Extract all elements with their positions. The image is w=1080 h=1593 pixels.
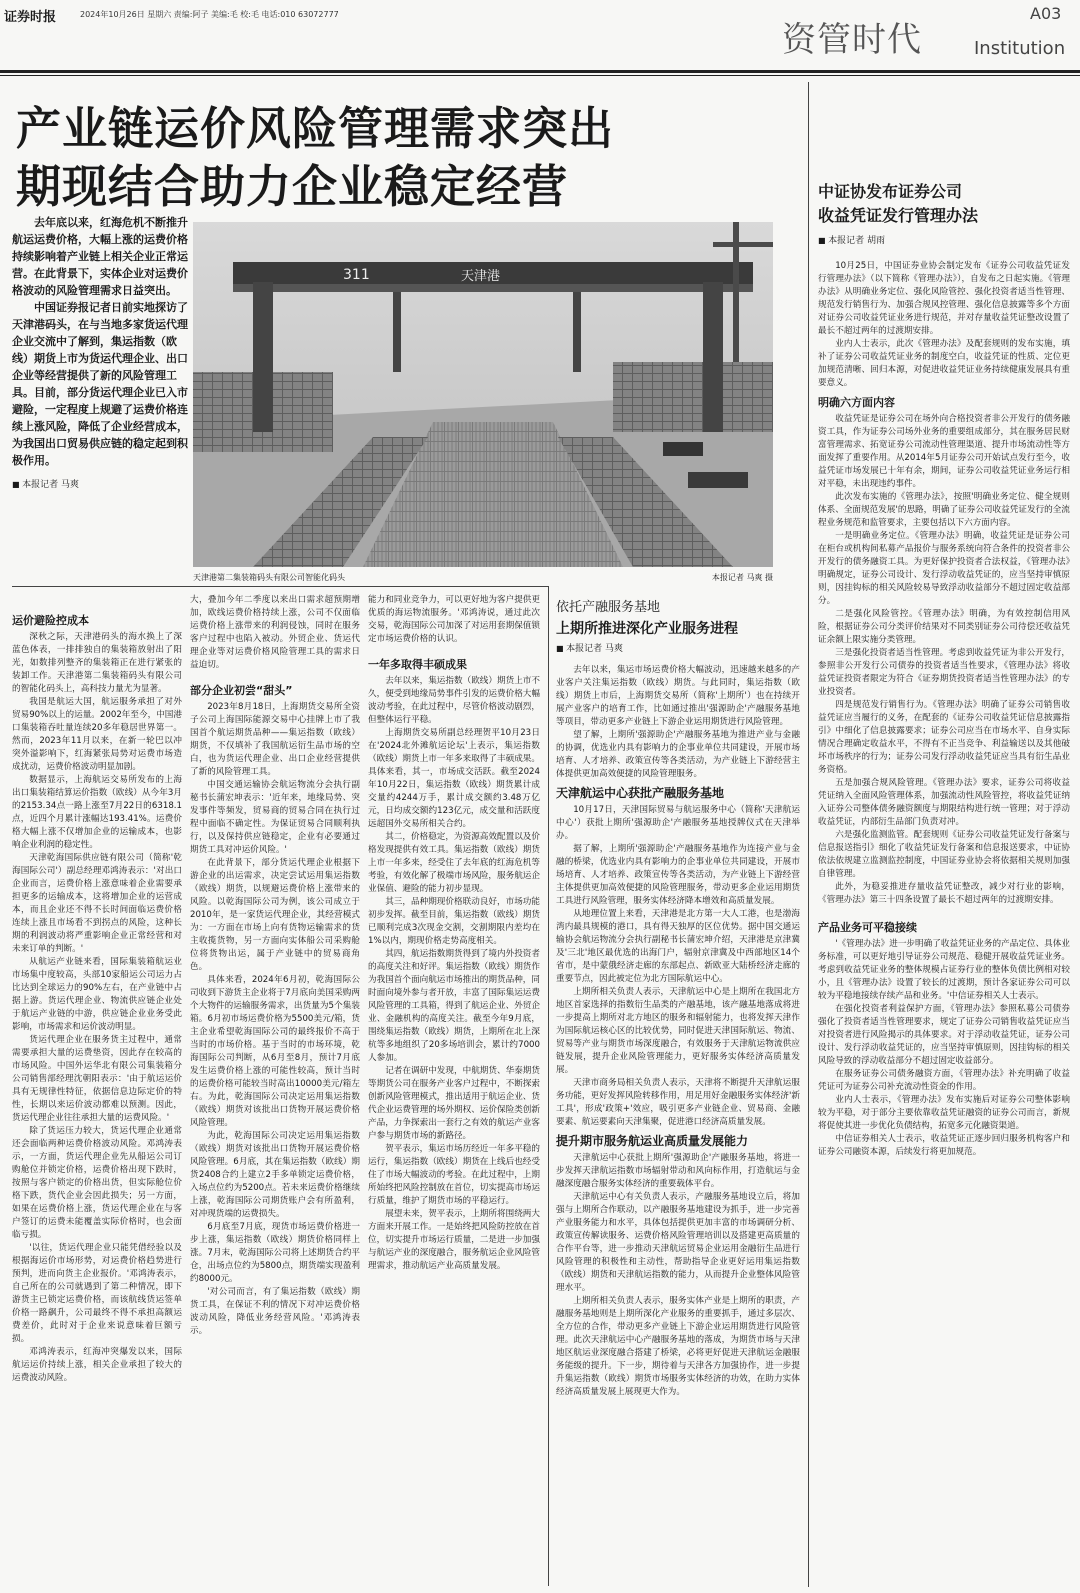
subhead-tianjin-base: 天津航运中心获批产融服务基地 [556,786,725,800]
body-paragraph: 业内人士表示，《管理办法》发布实施后对证券公司整体影响较为平稳，对于部分主要依靠收益凭证融资的证券公司而言，新规将促使其进一步优化负债结构，拓宽多元化融资渠道。 [818,1095,1070,1131]
body-paragraph: 数据显示，上海航运交易所发布的上海出口集装箱结算运价指数（欧线）从今年3月的2153.34点一路上涨至7月22日的6318.1点，近四个月累计涨幅达193.41%。运费价格大幅上涨不仅增加企业的运输成本，也影响企业利润的稳定性。 [12,775,182,850]
article-title-csa-line2: 收益凭证发行管理办法 [818,206,979,225]
body-paragraph: 据了解，上期所'强源助企'产融服务基地作为连接产业与金融的桥梁，优选业内具有影响力的企事业单位共同建设，开展市场培育、人才培养、政策宣传等各类活动，为产业链上下游经营主体提供更加高效便捷的风险管理服务，带动更多企业运用期货工具进行风险管理，服务实体经济降本增效和高质量发展。 [556,844,800,906]
article-income-certificate [818,180,1070,1588]
body-paragraph: 中信证券相关人士表示，收益凭证正逐步回归服务机构客户和证券公司融资本源，后续发行将更加规范。 [818,1134,1070,1157]
body-paragraph: 其三，品种期现价格联动良好，市场功能初步发挥。截至目前，集运指数（欧线）期货已顺利完成3次现金交割，交割期限内差均在1%以内，期现价格走势高度相关。 [368,897,540,946]
body-paragraph: 我国是航运大国，航运服务承担了对外贸易90%以上的运量。2002年至今，中国港口集装箱吞吐量连续20多年稳居世界第一。然而，2023年11月以来，在新一轮巴以冲突外溢影响下，红海紧张局势对运费市场造成扰动，运费价格波动明显加剧。 [12,697,182,772]
lead-summary [12,214,188,490]
body-paragraph: 能力和同业竞争力，可以更好地为客户提供更优质的海运物流服务。'邓鸿涛说，通过此次交易，乾海国际公司加深了对运用套期保值锁定市场运费价格的认识。 [368,595,540,644]
port-photo [193,222,773,567]
subhead-early-gains: 部分企业初尝“甜头” [190,684,293,697]
body-paragraph: '对公司而言，有了集运指数（欧线）期货工具，在保证不利的情况下对冲运费价格波动风险，降低业务经营风险。'邓鸿涛表示。 [190,1287,360,1336]
subhead-service-capability: 提升期市服务航运业高质量发展能力 [556,1134,749,1148]
header-rule-thin [0,75,1080,76]
body-paragraph: 6月底至7月底，现货市场运费价格进一步上涨，集运指数（欧线）期货价格同样上涨。7月末，乾海国际公司将上述期货合约平仓，出场点位约为5800点，期货端实现盈利约8000元。 [190,1222,360,1284]
page-number: A03 [1030,4,1062,23]
body-paragraph: 上海期货交易所副总经理贺平10月23日在'2024北外滩航运论坛'上表示，集运指数（欧线）期货上市一年多来取得了丰硕成果。具体来看，其一，市场成交活跃。截至2024年10月22日，集运指数（欧线）期货累计成交量约4244万手，累计成交额约3.48万亿元，日均成交额约123亿元，成交量和活跃度远超国外交易所相关合约。 [368,728,540,829]
body-paragraph: 记者在调研中发现，中航期货、华泰期货等期货公司在服务产业客户过程中，不断探索创新风险管理模式，推出适用于航运企业、货代企业运费管理的场外期权、运价保险类创新产品，力争探索出一套行之有效的航运产业客户参与期货市场的新路径。 [368,1066,540,1141]
body-paragraph: 从航运产业链来看，国际集装箱航运业市场集中度较高，头部10家船运公司运力占比达到全球运力的90%左右，在产业链中占据上游。货运代理企业、物流供应链企业处于航运产业链的中游，供应链企业业务受此影响，市场需求和运价波动明显。 [12,957,182,1032]
column-divider [808,82,809,1587]
body-paragraph: 在强化投资者利益保护方面，《管理办法》参照私募公司债券强化了投资者适当性管理要求，规定了证券公司销售收益凭证应当对投资者进行风险揭示的具体要求。对于浮动收益凭证，证券公司设计、发行浮动收益凭证的，应当坚持审慎原则，因挂钩标的相关风险导致的浮动收益部分不超过固定收益部分。 [818,1004,1070,1066]
article-title-shfe-line2: 上期所推进深化产业服务进程 [556,621,738,637]
body-paragraph: 货运代理企业在服务货主过程中，通常需要承担大量的运费垫资，因此存在较高的市场风险。中国外运华北有限公司集装箱分公司销售部经理沈朝阳表示：'由于航运运价具有无规律性特征，依据信息边际定价的特性，长期以来运价波动都难以预测。因此，货运代理企业往往承担大量的运费风险。' [12,1035,182,1123]
body-paragraph: '以往，货运代理企业只能凭借经验以及根据海运价市场形势，对运费价格趋势进行预判，进而向货主企业报价。'邓鸿涛表示，自己所在的公司就遇到了第二种情况，即下游货主已锁定运费价格，而该航线货运签单价格一路飙升，公司最终不得不承担高额运费差价，此时对于企业来说意味着巨额亏损。 [12,1243,182,1344]
body-paragraph: 展望未来，贺平表示，上期所将围绕两大方面来开展工作。一是始终把风险防控放在首位，切实提升市场运行质量，二是进一步加强与航运产业的深度融合，服务航运企业风险管理需求，推动航运产业高质量发展。 [368,1209,540,1271]
section-subtitle: Institution [974,38,1066,59]
photo-credit: 本报记者 马爽 摄 [711,573,773,582]
body-paragraph: 大，叠加今年二季度以来出口需求超预期增加，欧线运费价格持续上涨，公司不仅面临运费价格上涨带来的利润侵蚀，同时在服务客户过程中也陷入被动。外贸企业、货运代理企业等对运费价格风险管理工具的需求日益迫切。 [190,595,360,670]
article-shfe [556,598,800,1588]
body-paragraph: 其二，价格稳定，为资源高效配置以及价格发现提供有效工具。集运指数（欧线）期货上市一年多来，经受住了去年底的红海危机等考验，有效化解了极端市场风险，服务航运企业保值、避险的能力初步显现。 [368,832,540,894]
body-paragraph: 中国交通运输协会航运物流分会执行副秘书长蒲宏坤表示：'近年来，地缘局势、突发事件等频发，贸易商的贸易合同在执行过程中面临不确定性。为保证贸易合同顺利执行，以及保持供应链稳定，企业有必要通过期货工具对冲运价风险。' [190,780,360,855]
body-paragraph: 去年以来，集运指数（欧线）期货上市不久，便受到地缘局势事件引发的运费价格大幅波动考验，在此过程中，尽管价格波动剧烈，但整体运行平稳。 [368,676,540,725]
body-paragraph: 二是强化风险管控。《管理办法》明确，为有效控制信用风险，根据证券公司分类评价结果对不同类别证券公司待偿还收益凭证余额上限实施分类管理。 [818,609,1070,645]
body-paragraph: 天津乾海国际供应链有限公司（简称'乾海国际公司'）副总经理邓鸿涛表示：'对出口企业而言，运费价格上涨意味着企业需要承担更多的运输成本，这将增加企业的运营成本，而且企业还不得不长时间面临运费价格连续上涨且市场看不到拐点的风险，这种长期的利润波动将严重影响企业正常经营和对未来订单的判断。' [12,853,182,954]
article-title-csa-line1: 中证协发布证券公司 [818,182,963,201]
body-paragraph: 去年以来，集运市场运费价格大幅波动，迅速越来越多的产业客户关注集运指数（欧线）期货。与此同时，集运指数（欧线）期货上市后，上海期货交易所（简称'上期所'）也在持续开展产业客户的培育工作，比如通过推出'强源助企'产融服务基地等项目，带动更多产业链上下游企业运用期货进行风险管理。 [556,665,800,727]
body-paragraph: '《管理办法》进一步明确了收益凭证业务的产品定位、具体业务标准，可以更好地引导证券公司规范、稳健开展收益凭证业务。考虑到收益凭证业务的整体规模占证券行业的整体负债比例相对较小，且《管理办法》设置了较长的过渡期，预计各家证券公司可以较为平稳地接续存续产品和业务。'中信证券相关人士表示。 [818,939,1070,1001]
subhead-results: 一年多取得丰硕成果 [368,658,467,671]
body-paragraph: 六是强化监测监管。配套规则《证券公司收益凭证发行备案与信息报送指引》细化了收益凭证发行备案和信息报送要求，中证协依法依规建立监测监控制度，中国证券业协会将依据相关规则加强自律管理。 [818,830,1070,879]
photo-caption-text: 天津港第二集装箱码头有限公司智能化码头 [193,573,345,582]
lead-byline: ■ 本报记者 马爽 [12,477,188,490]
body-paragraph: 在服务证券公司债务融资方面，《管理办法》补充明确了收益凭证可为证券公司补充流动性资金的作用。 [818,1069,1070,1092]
main-headline [16,100,776,216]
body-paragraph: 天津航运中心有关负责人表示，产融服务基地设立后，将加强与上期所合作联动，以产融服务基地建设为抓手，进一步完善产业服务能力和水平，具体包括提供更加丰富的市场调研分析、政策宣传解读服务、运费价格风险管理培训以及搭建更高质量的合作平台等，进一步推动天津航运贸易企业运用金融衍生品进行风险管理的积极性和主动性，帮助指导企业更好运用集运指数（欧线）期货和天津航运指数的能力，从而提升企业整体风险管理水平。 [556,1192,800,1293]
crane-label: 天津港 [461,269,501,284]
body-paragraph: 10月17日，天津国际贸易与航运服务中心（简称'天津航运中心'）获批上期所'强源助企'产融服务基地授牌仪式在天津举办。 [556,805,800,841]
body-paragraph: 具体来看，2024年6月初，乾海国际公司收到下游货主企业将于7月底向美国采购两个大物件的运输服务需求，出货量为5个集装箱。6月初市场运费价格为5500美元/箱，货主企业希望乾海国际公司的最终报价不高于当时的市场价格。基于当时的市场环境，乾海国际公司判断，从6月至8月，预计7月底发生运费价格上涨的可能性较高，预计当时的运费价格可能较当时高出10000美元/箱左右。为此，乾海国际公司决定运用集运指数（欧线）期货对该批出口货物开展运费价格风险管理。 [190,975,360,1128]
article-column-1 [12,608,182,1588]
subhead-smooth-continuation: 产品业务可平稳接续 [818,921,917,934]
lead-paragraph: 中国证券报记者日前实地探访了天津港码头，在与当地多家货运代理企业交流中了解到，集运指数（欧线）期货上市为货运代理企业、出口企业等经营提供了新的风险管理工具。目前，部分货运代理企业已入市避险，一定程度上规避了运费价格连续上涨风险，降低了企业经营成本，为我国出口贸易供应链的稳定起到积极作用。 [12,301,188,467]
body-paragraph: 此次发布实施的《管理办法》，按照'明确业务定位、健全规则体系、全面规范发展'的思路，明确了证券公司收益凭证发行的全流程业务规范和监管要求，主要包括以下六方面内容。 [818,492,1070,528]
subhead-cost-control: 运价避险控成本 [12,614,89,627]
body-paragraph: 望了解，上期所'强源助企'产融服务基地为推进产业与金融的协调，优选业内具有影响力的企事业单位共同建设，开展市场培育、人才培养、政策宣传等各类活动，为产业链上下游经营主体提供更加高效便捷的风险管理服务。 [556,730,800,779]
article-column-2 [190,594,360,1588]
headline-line-1: 产业链运价风险管理需求突出 [16,102,615,155]
body-paragraph: 2023年8月18日，上海期货交易所全资子公司上海国际能源交易中心挂牌上市了我国首个航运期货品种——集运指数（欧线）期货，不仅填补了我国航运衍生品市场的空白，也为货运代理企业、出口企业经营提供了新的风险管理工具。 [190,702,360,777]
body-paragraph: 在此背景下，部分货运代理企业根据下游企业的出运需求，决定尝试运用集运指数（欧线）期货，以规避运费价格上涨带来的风险。以乾海国际公司为例，该公司成立于2010年，是一家货运代理企业，其经营模式为：一方面在市场上向有货物运输需求的货主收揽货物，另一方面向实体船公司采购舱位将货物出运，属于产业链中的贸易商角色。 [190,858,360,972]
column-divider [548,586,549,1586]
body-paragraph: 四是规范发行销售行为。《管理办法》明确了证券公司销售收益凭证应当履行的义务，在配套的《证券公司收益凭证信息披露指引》中细化了信息披露要求；证券公司应当在市场水平、自身实际情况合理确定收益水平，不得有不正当竞争、利益输送以及其他破坏市场秩序的行为；证券公司发行浮动收益凭证应当具有衍生品业务资格。 [818,700,1070,775]
body-paragraph: 深秋之际，天津港码头的海水换上了深蓝色体表，一排排独自的集装箱放射出了阳光，如数排列整齐的集装箱正在进行紧张的装卸工作。天津港第二集装箱码头有限公司的智能化码头上，高科技力量尤为显著。 [12,632,182,694]
paper-name: 证券时报 [4,10,57,25]
section-title: 资管时代 [782,20,922,60]
subhead-six-aspects: 明确六方面内容 [818,396,895,409]
body-paragraph: 10月25日，中国证券业协会制定发布《证券公司收益凭证发行管理办法》（以下简称《管理办法》），自发布之日起实施。《管理办法》从明确业务定位、强化风险管控、强化投资者适当性管理、规范发行销售行为、加强合规风控管理、强化信息披露等多个方面对证券公司收益凭证业务进行规范，并对存量收益凭证整改设置了最长不超过两年的过渡期安排。 [818,261,1070,336]
body-paragraph: 天津市商务局相关负责人表示，天津将不断提升天津航运服务功能，更好发挥风险转移作用，用足用好金融服务实体经济'新工具'，形成'政策+'效应，吸引更多产业链企业、贸易商、金融要素、航运要素向天津集聚，促进港口经济高质量发展。 [556,1078,800,1127]
masthead [0,0,1080,70]
body-paragraph: 其四，航运指数期货得到了境内外投资者的高度关注和好评。集运指数（欧线）期货作为我国首个面向航运市场推出的期货品种，同时面向境外参与者开放，丰富了国际集运运费风险管理的工具箱，得到了航运企业、外贸企业、金融机构的高度关注。截至今年9月底，围绕集运指数（欧线）期货，上期所在北上深杭等多地组织了20多场培训会，累计约7000人参加。 [368,949,540,1063]
body-paragraph: 一是明确业务定位。《管理办法》明确，收益凭证是证券公司在柜台或机构间私募产品报价与服务系统向符合条件的投资者非公开发行的债务融资工具。为更好保护投资者合法权益，《管理办法》明确规定，证券公司设计、发行浮动收益凭证的，应当坚持审慎原则，因挂钩标的相关风险较易导致浮动收益部分不超过固定收益部分。 [818,531,1070,606]
headline-line-2: 期现结合助力企业稳定经营 [16,160,569,213]
body-paragraph: 三是强化投资者适当性管理。考虑到收益凭证为非公开发行，参照非公开发行公司债券的投资者适当性要求，《管理办法》将收益凭证投资者限定为符合《证券期货投资者适当性管理办法》的专业投资者。 [818,648,1070,697]
svg-text:311: 311 [343,267,370,283]
body-paragraph: 天津航运中心获批上期所'强源助企'产融服务基地，将进一步发挥天津航运指数市场辐射带动和风向标作用，打造航运与金融深度融合服务实体经济的重要载体平台。 [556,1153,800,1189]
issue-meta: 2024年10月26日 星期六 责编:阿子 美编:毛 校:毛 电话:010 63072777 [80,10,339,19]
body-paragraph: 此外，为稳妥推进存量收益凭证整改，减少对行业的影响，《管理办法》第三十四条设置了最长不超过两年的过渡期安排。 [818,882,1070,905]
article-column-3 [368,594,540,1588]
lead-paragraph: 去年底以来，红海危机不断推升航运运费价格，大幅上涨的运费价格持续影响着产业链上相关企业正常运营。在此背景下，实体企业对运费价格波动的风险管理需求日益突出。 [12,216,188,297]
body-paragraph: 收益凭证是证券公司在场外向合格投资者非公开发行的债务融资工具，作为证券公司场外业务的重要组成部分，其在服务居民财富管理需求、拓宽证券公司流动性管理渠道、提升市场流动性等方面发挥了重要作用。从2014年5月证券公司开始试点发行至今，收益凭证市场发展已十年有余，期间，证券公司收益凭证业务运行相对平稳，未出现违约事件。 [818,414,1070,489]
section-divider [12,586,548,587]
body-paragraph: 除了货运压力较大，货运代理企业通常还会面临两种运费价格波动风险。邓鸿涛表示，一方面，货运代理企业先从船运公司订购舱位并锁定价格，运费价格出现下跌时，按照与客户锁定的价格出货，但实际舱位价格下跌，货代企业会因此损失；另一方面，如果在运费价格上涨，货运代理企业在与客户签订的运费未能覆盖实际价格时，也会面临亏损。 [12,1126,182,1240]
body-paragraph: 业内人士表示，此次《管理办法》及配套规则的发布实施，填补了证券公司收益凭证业务的制度空白，收益凭证的性质、定位更加规范清晰、回归本源，对促进收益凭证业务持续健康发展具有重要意义。 [818,339,1070,388]
body-paragraph: 邓鸿涛表示，红海冲突爆发以来，国际航运运价持续上涨，相关企业承担了较大的运费波动风险。 [12,1347,182,1383]
header-rule [0,70,1080,73]
body-paragraph: 为此，乾海国际公司决定运用集运指数（欧线）期货对该批出口货物开展运费价格风险管理。6月底，其在集运指数（欧线）期货2408合约上建立2手多单锁定运费价格，入场点位约为5200点。若未来运费价格继续上涨，乾海国际公司期货账户会有所盈利，对冲现货端的运费损失。 [190,1131,360,1219]
body-paragraph: 从地理位置上来看，天津港是北方第一大人工港，也是渤海湾内最具规模的港口，具有得天独厚的区位优势。据中国交通运输协会航运物流分会执行副秘书长蒲宏坤介绍，天津港是京津冀及'三北'地区最优选的出海门户，辐射京津冀及中西部地区14个省市，是中蒙俄经济走廊的东部起点、新欧亚大陆桥经济走廊的重要节点，因此被定位为北方国际航运中心。 [556,909,800,984]
article-title-shfe-line1: 依托产融服务基地 [556,600,661,615]
container-terminal-image [193,222,773,567]
body-paragraph: 上期所相关负责人表示，天津航运中心是上期所在我国北方地区首家选择的指数衍生品类的产融基地，该产融基地落成将进一步提高上期所对北方地区的服务和辐射能力，也将发挥天津作为国际航运核心区的比较优势，同时促进天津国际航运、物流、贸易等产业与期货市场深度融合，有效服务于天津航运物流供应链发展，提升企业风险管理能力，更好服务实体经济高质量发展。 [556,987,800,1075]
body-paragraph: 五是加强合规风险管理。《管理办法》要求，证券公司将收益凭证纳入全面风险管理体系，加强流动性风险管控，将收益凭证纳入证券公司整体债务融资额度与期限结构进行统一管理；对于浮动收益凭证，内部衍生品部门负责对冲。 [818,778,1070,827]
byline-shfe: ■ 本报记者 马爽 [556,642,800,656]
body-paragraph: 上期所相关负责人表示，服务实体产业是上期所的职责，产融服务基地则是上期所深化产业服务的重要抓手，通过多层次、全方位的合作，带动更多产业链上下游企业运用期货进行风险管理。此次天津航运中心产融服务基地的落成，为期货市场与天津地区航运业深度融合搭建了桥梁，必将更好促进天津航运金融服务能级的提升。下一步，期待着与天津各方加强协作，进一步提升集运指数（欧线）期货市场服务实体经济的功效，在助力实体经济高质量发展上展现更大作为。 [556,1296,800,1397]
body-paragraph: 贺平表示，集运市场历经近一年多平稳的运行，集运指数（欧线）期货在上线后也经受住了市场大幅波动的考验。在此过程中，上期所始终把风险控制放在首位，切实提高市场运行质量，维护了期货市场的平稳运行。 [368,1144,540,1206]
byline-csa: ■ 本报记者 胡雨 [818,234,1070,248]
